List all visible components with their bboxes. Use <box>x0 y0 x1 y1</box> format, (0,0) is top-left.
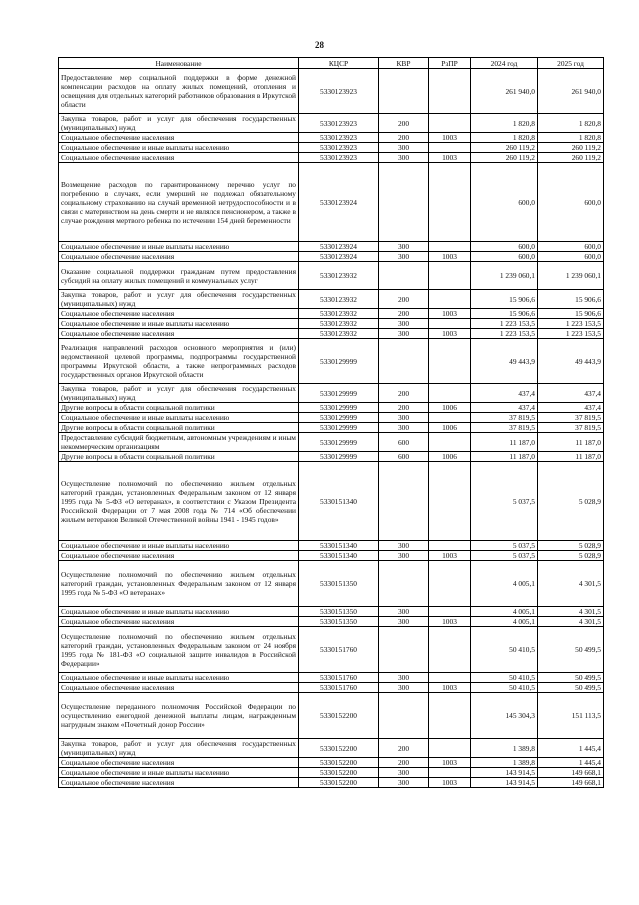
cell-y2025: 50 499,5 <box>538 627 604 673</box>
budget-table <box>58 57 604 788</box>
cell-y2025: 50 499,5 <box>538 683 604 693</box>
header-2024: 2024 год <box>471 58 538 69</box>
cell-kcsr: 5330123923 <box>299 114 379 133</box>
cell-rzpr <box>429 413 471 423</box>
table-row <box>59 683 604 693</box>
cell-kcsr: 5330151340 <box>299 551 379 561</box>
cell-y2024: 11 187,0 <box>471 433 538 452</box>
cell-kvr <box>379 462 429 541</box>
cell-rzpr <box>429 143 471 153</box>
cell-y2025: 37 819,5 <box>538 413 604 423</box>
cell-rzpr <box>429 607 471 617</box>
cell-kcsr: 5330152200 <box>299 693 379 739</box>
cell-kcsr: 5330151340 <box>299 462 379 541</box>
cell-y2025: 600,0 <box>538 252 604 262</box>
cell-rzpr <box>429 290 471 309</box>
cell-rzpr <box>429 339 471 384</box>
cell-kvr: 300 <box>379 541 429 551</box>
table-row <box>59 114 604 133</box>
cell-kvr: 200 <box>379 403 429 413</box>
cell-kcsr: 5330152200 <box>299 758 379 768</box>
cell-name: Социальное обеспечение населения <box>59 758 299 768</box>
cell-kcsr: 5330151760 <box>299 683 379 693</box>
cell-kcsr: 5330123932 <box>299 329 379 339</box>
cell-y2025: 151 113,5 <box>538 693 604 739</box>
table-row <box>59 627 604 673</box>
cell-y2024: 143 914,5 <box>471 768 538 778</box>
table-row <box>59 462 604 541</box>
cell-kvr: 300 <box>379 683 429 693</box>
cell-kcsr: 5330123924 <box>299 242 379 252</box>
header-kvr: КВР <box>379 58 429 69</box>
cell-rzpr: 1003 <box>429 309 471 319</box>
cell-rzpr <box>429 114 471 133</box>
cell-y2024: 4 005,1 <box>471 607 538 617</box>
cell-name: Другие вопросы в области социальной политики <box>59 452 299 462</box>
header-rzpr: РзПР <box>429 58 471 69</box>
cell-y2025: 37 819,5 <box>538 423 604 433</box>
cell-kcsr: 5330123924 <box>299 163 379 242</box>
cell-kcsr: 5330151760 <box>299 627 379 673</box>
table-row <box>59 262 604 290</box>
cell-name: Социальное обеспечение и иные выплаты населению <box>59 319 299 329</box>
cell-y2024: 1 389,8 <box>471 739 538 758</box>
header-kcsr: КЦСР <box>299 58 379 69</box>
table-row <box>59 778 604 788</box>
cell-kvr: 300 <box>379 768 429 778</box>
table-row <box>59 329 604 339</box>
table-row <box>59 413 604 423</box>
cell-rzpr: 1003 <box>429 329 471 339</box>
cell-y2024: 11 187,0 <box>471 452 538 462</box>
cell-y2024: 5 037,5 <box>471 551 538 561</box>
cell-name: Предоставление мер социальной поддержки в форме денежной компенсации расходов на оплату жилых помещений, отопления и освещения для отдельных категорий работников образования в Иркутской области <box>59 69 299 114</box>
cell-kvr <box>379 163 429 242</box>
cell-y2024: 15 906,6 <box>471 290 538 309</box>
cell-name: Осуществление полномочий по обеспечению жильем отдельных категорий граждан, установленных Федеральным законом от 12 января 1995 года № 5-ФЗ «О ветеранах», в соответствии с Указом Президента Российской Федерации от 7 мая 2008 года № 714 «Об обеспечении жильем ветеранов Великой Отечественной войны 1941 - 1945 годов» <box>59 462 299 541</box>
cell-kvr: 300 <box>379 143 429 153</box>
cell-y2024: 600,0 <box>471 252 538 262</box>
cell-rzpr <box>429 673 471 683</box>
cell-kvr: 600 <box>379 452 429 462</box>
cell-kvr: 300 <box>379 329 429 339</box>
cell-y2024: 260 119,2 <box>471 143 538 153</box>
cell-kvr: 300 <box>379 607 429 617</box>
table-row <box>59 252 604 262</box>
cell-kcsr: 5330123932 <box>299 290 379 309</box>
cell-name: Социальное обеспечение и иные выплаты населению <box>59 768 299 778</box>
table-row <box>59 242 604 252</box>
cell-rzpr: 1003 <box>429 153 471 163</box>
cell-name: Социальное обеспечение населения <box>59 329 299 339</box>
cell-y2025: 5 028,9 <box>538 551 604 561</box>
cell-y2025: 11 187,0 <box>538 452 604 462</box>
cell-kcsr: 5330123924 <box>299 252 379 262</box>
table-row <box>59 163 604 242</box>
cell-kvr: 200 <box>379 739 429 758</box>
table-row <box>59 617 604 627</box>
table-header-row <box>59 58 604 69</box>
cell-name: Оказание социальной поддержки гражданам путем предоставления субсидий на оплату жилых помещений и коммунальных услуг <box>59 262 299 290</box>
cell-rzpr <box>429 163 471 242</box>
cell-kcsr: 5330123932 <box>299 309 379 319</box>
cell-kcsr: 5330129999 <box>299 403 379 413</box>
cell-y2025: 1 820,8 <box>538 133 604 143</box>
cell-kcsr: 5330129999 <box>299 339 379 384</box>
cell-rzpr: 1006 <box>429 403 471 413</box>
cell-rzpr: 1003 <box>429 683 471 693</box>
cell-y2025: 261 940,0 <box>538 69 604 114</box>
cell-kcsr: 5330151350 <box>299 607 379 617</box>
cell-y2024: 37 819,5 <box>471 423 538 433</box>
cell-kvr <box>379 339 429 384</box>
cell-rzpr: 1003 <box>429 551 471 561</box>
cell-kcsr: 5330123923 <box>299 133 379 143</box>
cell-y2024: 4 005,1 <box>471 561 538 607</box>
cell-name: Социальное обеспечение населения <box>59 778 299 788</box>
cell-kcsr: 5330151340 <box>299 541 379 551</box>
cell-kvr: 300 <box>379 617 429 627</box>
cell-name: Социальное обеспечение и иные выплаты населению <box>59 143 299 153</box>
cell-name: Осуществление полномочий по обеспечению жильем отдельных категорий граждан, установленных Федеральным законом от 24 ноября 1995 года № 181-ФЗ «О социальной защите инвалидов в Российской Федерации» <box>59 627 299 673</box>
cell-kcsr: 5330152200 <box>299 768 379 778</box>
cell-name: Осуществление переданного полномочия Российской Федерации по осуществлению ежегодной денежной выплаты лицам, награжденным нагрудным знаком «Почетный донор России» <box>59 693 299 739</box>
table-row <box>59 607 604 617</box>
cell-y2025: 1 239 060,1 <box>538 262 604 290</box>
header-name: Наименование <box>59 58 299 69</box>
cell-kcsr: 5330123923 <box>299 69 379 114</box>
cell-kcsr: 5330151350 <box>299 617 379 627</box>
cell-name: Осуществление полномочий по обеспечению жильем отдельных категорий граждан, установленных Федеральным законом от 12 января 1995 года № 5-ФЗ «О ветеранах» <box>59 561 299 607</box>
cell-y2024: 1 223 153,5 <box>471 329 538 339</box>
cell-name: Закупка товаров, работ и услуг для обеспечения государственных (муниципальных) нужд <box>59 290 299 309</box>
cell-y2024: 1 389,8 <box>471 758 538 768</box>
cell-kvr: 300 <box>379 319 429 329</box>
cell-kvr <box>379 693 429 739</box>
cell-y2024: 1 820,8 <box>471 114 538 133</box>
table-row <box>59 541 604 551</box>
table-row <box>59 673 604 683</box>
cell-rzpr: 1006 <box>429 423 471 433</box>
cell-kvr <box>379 262 429 290</box>
cell-rzpr: 1003 <box>429 252 471 262</box>
cell-name: Социальное обеспечение населения <box>59 153 299 163</box>
cell-name: Социальное обеспечение населения <box>59 252 299 262</box>
cell-y2025: 4 301,5 <box>538 617 604 627</box>
cell-kvr: 300 <box>379 551 429 561</box>
cell-name: Социальное обеспечение и иные выплаты населению <box>59 541 299 551</box>
cell-kcsr: 5330152200 <box>299 739 379 758</box>
cell-rzpr <box>429 739 471 758</box>
cell-kvr: 300 <box>379 413 429 423</box>
table-row <box>59 339 604 384</box>
cell-name: Другие вопросы в области социальной политики <box>59 423 299 433</box>
cell-rzpr <box>429 433 471 452</box>
cell-name: Предоставление субсидий бюджетным, автономным учреждениям и иным некоммерческим организациям <box>59 433 299 452</box>
cell-name: Закупка товаров, работ и услуг для обеспечения государственных (муниципальных) нужд <box>59 739 299 758</box>
cell-name: Социальное обеспечение населения <box>59 617 299 627</box>
cell-y2024: 437,4 <box>471 403 538 413</box>
cell-rzpr <box>429 242 471 252</box>
cell-kvr: 200 <box>379 758 429 768</box>
cell-y2024: 49 443,9 <box>471 339 538 384</box>
cell-y2025: 149 668,1 <box>538 768 604 778</box>
cell-name: Социальное обеспечение населения <box>59 133 299 143</box>
cell-rzpr: 1006 <box>429 452 471 462</box>
cell-y2024: 15 906,6 <box>471 309 538 319</box>
cell-rzpr: 1003 <box>429 778 471 788</box>
cell-name: Социальное обеспечение и иные выплаты населению <box>59 607 299 617</box>
cell-kcsr: 5330123932 <box>299 262 379 290</box>
cell-y2025: 149 668,1 <box>538 778 604 788</box>
cell-kcsr: 5330151350 <box>299 561 379 607</box>
cell-kvr: 200 <box>379 114 429 133</box>
cell-y2025: 600,0 <box>538 163 604 242</box>
cell-kvr <box>379 627 429 673</box>
cell-rzpr <box>429 262 471 290</box>
page-number: 28 <box>315 40 324 50</box>
cell-kcsr: 5330123932 <box>299 319 379 329</box>
cell-y2024: 50 410,5 <box>471 673 538 683</box>
cell-rzpr <box>429 561 471 607</box>
cell-kcsr: 5330123923 <box>299 143 379 153</box>
table-row <box>59 153 604 163</box>
cell-name: Социальное обеспечение населения <box>59 309 299 319</box>
table-row <box>59 69 604 114</box>
cell-kvr: 300 <box>379 242 429 252</box>
cell-name: Социальное обеспечение и иные выплаты населению <box>59 242 299 252</box>
cell-y2024: 261 940,0 <box>471 69 538 114</box>
cell-rzpr: 1003 <box>429 133 471 143</box>
cell-y2024: 143 914,5 <box>471 778 538 788</box>
table-row <box>59 452 604 462</box>
cell-y2024: 145 304,3 <box>471 693 538 739</box>
cell-y2025: 15 906,6 <box>538 309 604 319</box>
cell-kvr: 200 <box>379 290 429 309</box>
table-row <box>59 319 604 329</box>
cell-rzpr <box>429 768 471 778</box>
cell-y2024: 260 119,2 <box>471 153 538 163</box>
cell-kcsr: 5330151760 <box>299 673 379 683</box>
cell-kvr <box>379 69 429 114</box>
cell-rzpr <box>429 384 471 403</box>
cell-y2024: 1 239 060,1 <box>471 262 538 290</box>
cell-name: Социальное обеспечение населения <box>59 551 299 561</box>
cell-name: Другие вопросы в области социальной политики <box>59 403 299 413</box>
cell-rzpr: 1003 <box>429 617 471 627</box>
cell-kvr: 300 <box>379 673 429 683</box>
table-row <box>59 133 604 143</box>
cell-y2025: 49 443,9 <box>538 339 604 384</box>
cell-y2025: 600,0 <box>538 242 604 252</box>
cell-y2024: 50 410,5 <box>471 683 538 693</box>
header-2025: 2025 год <box>538 58 604 69</box>
table-row <box>59 758 604 768</box>
cell-y2025: 1 223 153,5 <box>538 319 604 329</box>
cell-y2025: 50 499,5 <box>538 673 604 683</box>
cell-rzpr <box>429 541 471 551</box>
cell-kvr: 300 <box>379 252 429 262</box>
cell-name: Социальное обеспечение и иные выплаты населению <box>59 413 299 423</box>
cell-rzpr <box>429 627 471 673</box>
cell-kvr: 200 <box>379 309 429 319</box>
table-row <box>59 768 604 778</box>
cell-kvr: 300 <box>379 423 429 433</box>
cell-name: Социальное обеспечение и иные выплаты населению <box>59 673 299 683</box>
cell-y2024: 5 037,5 <box>471 541 538 551</box>
cell-kcsr: 5330129999 <box>299 433 379 452</box>
cell-kcsr: 5330129999 <box>299 452 379 462</box>
cell-rzpr <box>429 462 471 541</box>
cell-y2025: 437,4 <box>538 403 604 413</box>
cell-name: Социальное обеспечение населения <box>59 683 299 693</box>
table-row <box>59 739 604 758</box>
cell-y2024: 5 037,5 <box>471 462 538 541</box>
cell-y2025: 260 119,2 <box>538 143 604 153</box>
cell-y2025: 1 820,8 <box>538 114 604 133</box>
cell-y2025: 437,4 <box>538 384 604 403</box>
cell-y2025: 4 301,5 <box>538 561 604 607</box>
cell-y2025: 1 445,4 <box>538 739 604 758</box>
table-row <box>59 551 604 561</box>
table-row <box>59 384 604 403</box>
table-row <box>59 433 604 452</box>
cell-rzpr <box>429 693 471 739</box>
cell-y2024: 600,0 <box>471 242 538 252</box>
cell-y2025: 11 187,0 <box>538 433 604 452</box>
table-row <box>59 693 604 739</box>
cell-y2025: 1 223 153,5 <box>538 329 604 339</box>
cell-y2024: 50 410,5 <box>471 627 538 673</box>
table-row <box>59 309 604 319</box>
cell-y2024: 1 820,8 <box>471 133 538 143</box>
cell-kcsr: 5330129999 <box>299 384 379 403</box>
table-row <box>59 290 604 309</box>
cell-kvr: 300 <box>379 153 429 163</box>
cell-kcsr: 5330129999 <box>299 423 379 433</box>
table-row <box>59 423 604 433</box>
cell-name: Закупка товаров, работ и услуг для обеспечения государственных (муниципальных) нужд <box>59 114 299 133</box>
table-row <box>59 143 604 153</box>
cell-name: Возмещение расходов по гарантированному перечню услуг по погребению в случаях, если умерший не подлежал обязательному социальному страхованию на случай временной нетрудоспособности и в связи с материнством на день смерти и не являлся пенсионером, а также в случае рождения мертвого ребенка по истечении 154 дней беременности <box>59 163 299 242</box>
table-row <box>59 403 604 413</box>
cell-y2025: 1 445,4 <box>538 758 604 768</box>
cell-kvr: 200 <box>379 133 429 143</box>
cell-kvr <box>379 561 429 607</box>
cell-kvr: 300 <box>379 778 429 788</box>
cell-name: Реализация направлений расходов основного мероприятия и (или) ведомственной целевой программы, подпрограммы государственной программы Иркутской области, а также непрограммных расходов государственных органов Иркутской области <box>59 339 299 384</box>
cell-kcsr: 5330123923 <box>299 153 379 163</box>
cell-y2024: 4 005,1 <box>471 617 538 627</box>
cell-kcsr: 5330129999 <box>299 413 379 423</box>
cell-kvr: 600 <box>379 433 429 452</box>
cell-kvr: 200 <box>379 384 429 403</box>
cell-rzpr <box>429 69 471 114</box>
cell-y2025: 5 028,9 <box>538 541 604 551</box>
cell-kcsr: 5330152200 <box>299 778 379 788</box>
cell-y2024: 600,0 <box>471 163 538 242</box>
cell-y2025: 260 119,2 <box>538 153 604 163</box>
cell-y2025: 15 906,6 <box>538 290 604 309</box>
cell-y2024: 1 223 153,5 <box>471 319 538 329</box>
cell-y2025: 4 301,5 <box>538 607 604 617</box>
table-row <box>59 561 604 607</box>
cell-y2025: 5 028,9 <box>538 462 604 541</box>
cell-name: Закупка товаров, работ и услуг для обеспечения государственных (муниципальных) нужд <box>59 384 299 403</box>
cell-y2024: 37 819,5 <box>471 413 538 423</box>
cell-rzpr <box>429 319 471 329</box>
cell-rzpr: 1003 <box>429 758 471 768</box>
cell-y2024: 437,4 <box>471 384 538 403</box>
